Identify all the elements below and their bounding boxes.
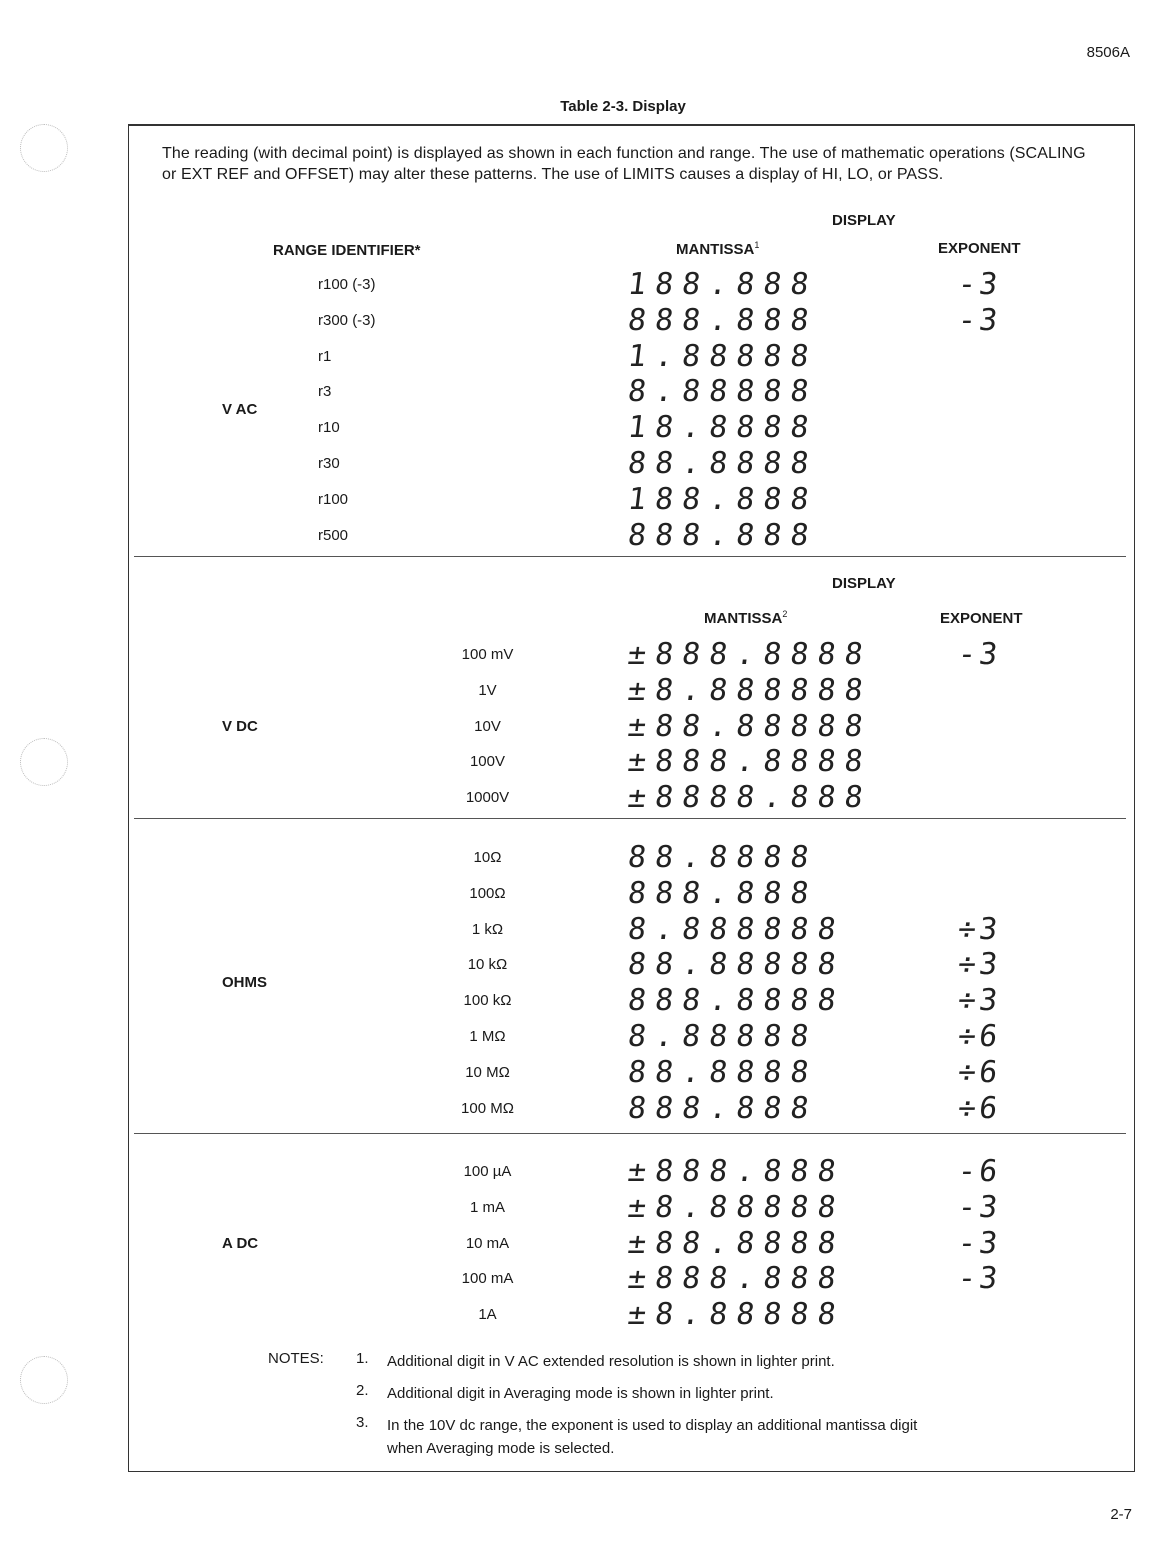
section-v-dc [0,637,1176,816]
table-row [0,840,1176,876]
table-row [0,1154,1176,1190]
section-v-ac [0,267,1176,553]
table-row [0,1261,1176,1297]
exponent-display: -3 [955,1261,1003,1297]
range-label: 10Ω [473,849,502,866]
page-number: 2-7 [1110,1506,1132,1523]
table-row [0,303,1176,339]
range-label: r300 (-3) [318,311,376,329]
exponent-display: ÷6 [955,1018,1003,1054]
range-label: 1 kΩ [471,920,504,938]
range-label: 100 µA [463,1163,512,1180]
table-row [0,482,1176,518]
table-row [0,744,1176,780]
table-row [0,637,1176,673]
note-number: 1. [356,1350,369,1367]
mantissa-header [704,609,787,627]
mantissa-display: 188.888 [625,481,820,517]
range-identifier-header: RANGE IDENTIFIER* [273,242,421,259]
range-label: r100 [318,490,349,508]
note-text: Additional digit in V AC extended resolution is shown in lighter print. [387,1353,835,1370]
table-row [0,446,1176,482]
mantissa-display: 888.888 [625,875,820,911]
mantissa-display: 1.88888 [625,338,820,374]
note-text: In the 10V dc range, the exponent is used to display an additional mantissa digit when Averaging mode is selected. [387,1417,918,1457]
exponent-display: ÷6 [955,1090,1003,1126]
note-number: 3. [356,1414,369,1431]
table-row [0,267,1176,303]
table-title: Table 2-3. Display [560,98,686,115]
mantissa-display: 88.8888 [625,1054,820,1090]
mantissa-label: MANTISSA [676,241,755,258]
note-number: 2. [356,1382,369,1399]
mantissa-display: ±88.8888 [625,1225,847,1261]
range-label: 100 mV [461,646,514,663]
mantissa-display: 888.888 [625,302,820,338]
notes-label: NOTES: [268,1350,324,1367]
exponent-display: -3 [955,302,1003,338]
table-row [0,983,1176,1019]
note-text: Additional digit in Averaging mode is shown in lighter print. [387,1385,774,1402]
exponent-display: -3 [955,1225,1003,1261]
mantissa-display: ±8.888888 [625,672,874,708]
section-ohms [0,840,1176,1126]
range-label: 100 MΩ [461,1099,514,1117]
table-row [0,709,1176,745]
mantissa-display: ±888.8888 [625,637,874,672]
intro-paragraph: The reading (with decimal point) is displayed as shown in each function and range. The use of mathematic operations (SCALING or EXT REF and OFFSET) may alter these patterns. The use of LIMITS causes a display of HI, LO, or PASS. [162,145,1086,183]
table-row [0,947,1176,983]
exponent-display: ÷3 [955,911,1003,947]
exponent-display: -3 [955,637,1003,672]
section-a-dc [0,1154,1176,1333]
function-label: OHMS [222,974,267,992]
range-label: r500 [318,526,349,544]
range-label: 1 MΩ [469,1027,506,1045]
mantissa-display: ±8.88888 [625,1189,847,1225]
range-label: 10 mA [465,1234,510,1252]
range-label: 100V [469,753,506,771]
range-label: r3 [318,383,332,401]
display-header: DISPLAY [832,575,896,592]
exponent-display: ÷3 [955,947,1003,983]
range-label: 100 mA [461,1270,514,1288]
exponent-header: EXPONENT [938,240,1021,257]
mantissa-display: 88.88888 [625,947,847,983]
exponent-display: ÷3 [955,983,1003,1019]
table-row [0,410,1176,446]
table-row [0,876,1176,912]
notes [268,1350,918,1457]
footnote-ref: 2 [782,609,788,619]
range-label: 1 mA [469,1198,505,1216]
exponent-display: -3 [955,267,1003,302]
range-label: 100 kΩ [463,992,512,1010]
display-header: DISPLAY [832,212,896,229]
range-label: r30 [318,454,340,472]
table-row [0,1091,1176,1127]
mantissa-display: ±8888.888 [625,780,874,816]
exponent-header: EXPONENT [940,610,1023,627]
mantissa-display: 88.8888 [625,840,820,875]
mantissa-display: 18.8888 [625,410,820,446]
table-row [0,1226,1176,1262]
table-row [0,912,1176,948]
mantissa-label: MANTISSA [704,610,783,627]
mantissa-display: 188.888 [625,267,820,302]
function-label: A DC [222,1234,259,1252]
mantissa-display: ±8.88888 [625,1297,847,1333]
table-row [0,673,1176,709]
mantissa-display: ±888.888 [625,1154,847,1189]
section-divider [134,818,1126,819]
range-label: 10 kΩ [467,956,508,974]
mantissa-display: ±888.8888 [625,744,874,780]
range-label: r100 (-3) [318,276,376,293]
mantissa-display: 888.888 [625,1090,820,1126]
table-row [0,1297,1176,1333]
document-id: 8506A [1086,44,1130,61]
table-row [0,374,1176,410]
range-label: 100Ω [469,884,506,902]
range-label: 1000V [465,789,510,807]
mantissa-display: 888.888 [625,517,820,553]
range-label: r10 [318,419,340,437]
mantissa-header [676,240,759,258]
mantissa-display: 888.8888 [625,983,847,1019]
function-label: V DC [222,717,258,735]
mantissa-display: ±888.888 [625,1261,847,1297]
table-row [0,518,1176,554]
range-label: r1 [318,347,332,365]
table-row [0,1190,1176,1226]
table-row [0,1055,1176,1091]
mantissa-display: 88.8888 [625,445,820,481]
exponent-display: ÷6 [955,1054,1003,1090]
binder-hole [20,1356,68,1404]
table-row [0,780,1176,816]
section-divider [134,556,1126,557]
range-label: 1A [478,1306,497,1324]
mantissa-display: 8.88888 [625,374,820,410]
binder-hole [20,124,68,172]
range-label: 1V [478,681,497,699]
range-label: 10 MΩ [465,1063,510,1081]
table-row [0,1019,1176,1055]
range-label: 10V [474,717,501,735]
exponent-display: -3 [955,1189,1003,1225]
section-divider [134,1133,1126,1134]
function-label: V AC [222,401,258,419]
footnote-ref: 1 [754,240,760,250]
mantissa-display: 8.888888 [625,911,847,947]
table-row [0,339,1176,375]
exponent-display: -6 [955,1154,1003,1189]
mantissa-display: ±88.88888 [625,708,874,744]
mantissa-display: 8.88888 [625,1018,820,1054]
